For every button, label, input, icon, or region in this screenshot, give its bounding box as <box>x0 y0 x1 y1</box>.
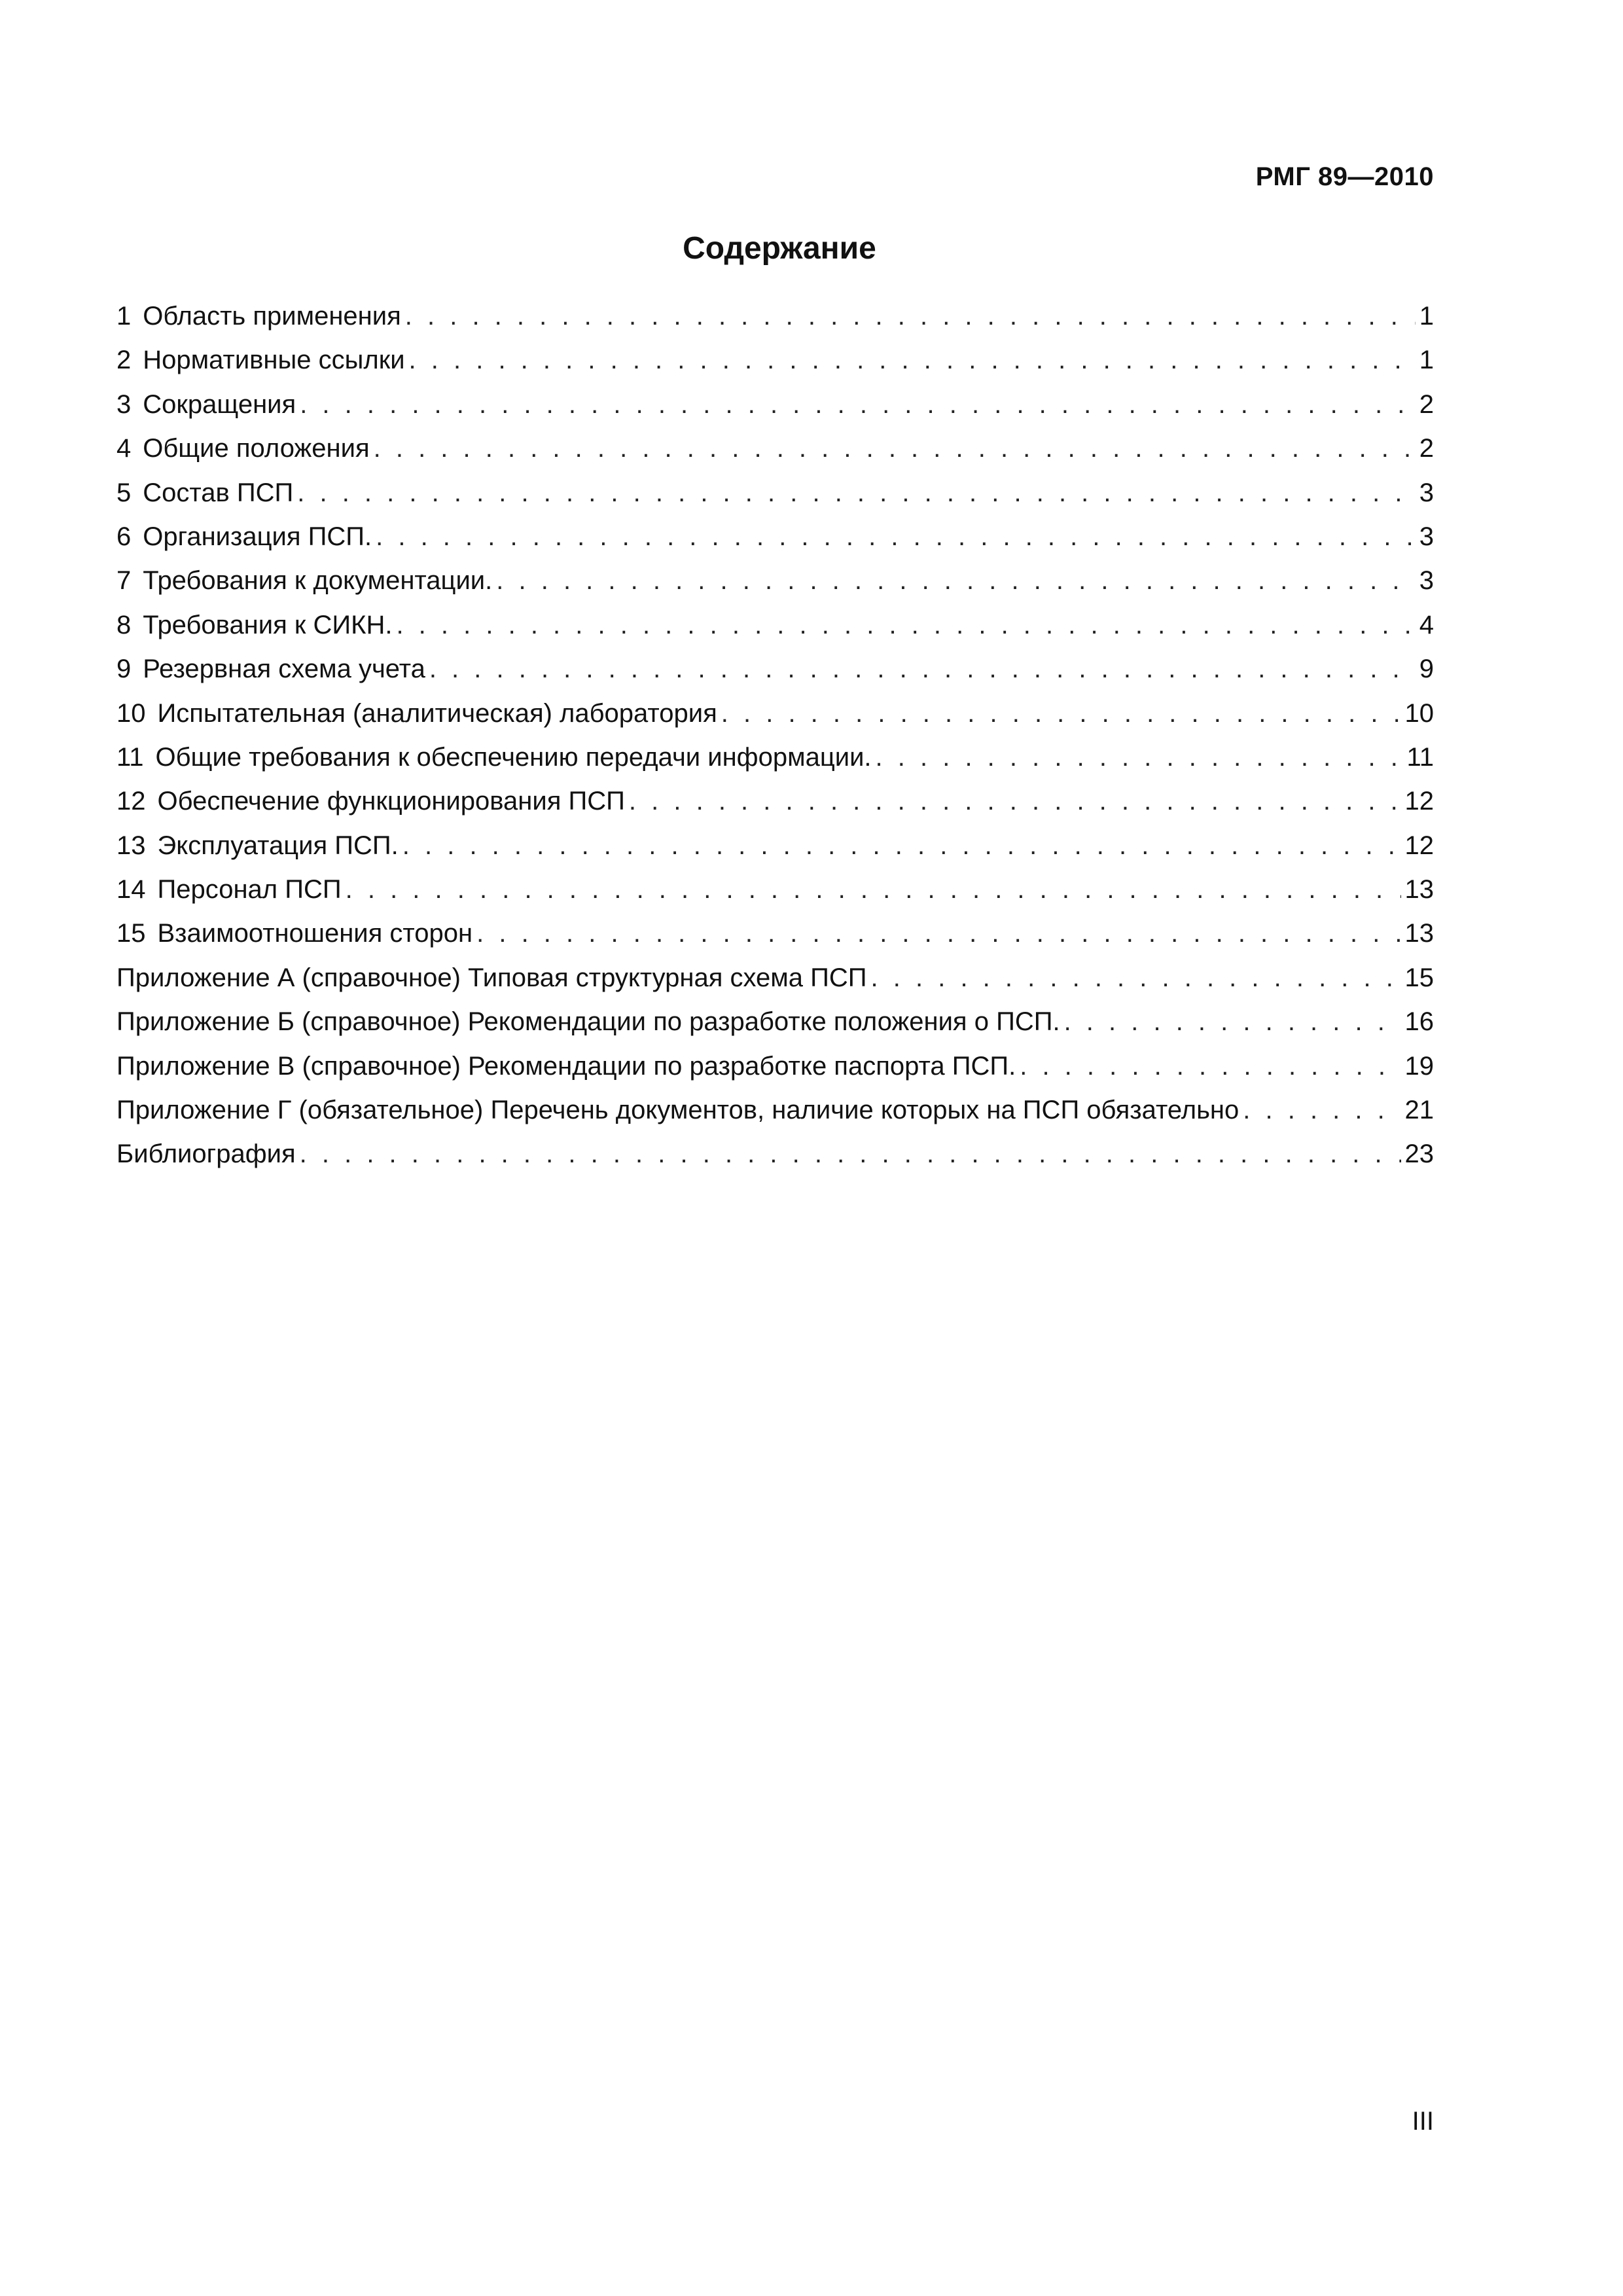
toc-entry-title: Персонал ПСП <box>157 875 342 905</box>
toc-entry-number: 15 <box>116 919 146 948</box>
toc-entry-title: Приложение Г (обязательное) Перечень документов, наличие которых на ПСП обязательно <box>116 1096 1240 1125</box>
page-number: III <box>1412 2107 1434 2136</box>
toc-entry-title: Общие требования к обеспечению передачи информации. <box>155 742 872 772</box>
toc-entry[interactable] <box>116 963 1434 1007</box>
toc-entry-title: Требования к СИКН. <box>143 610 393 639</box>
toc-entry-number: 9 <box>116 655 132 684</box>
toc-entry-page: 13 <box>1404 875 1434 905</box>
toc-entry-number: 5 <box>116 478 132 507</box>
toc-entry-page: 2 <box>1419 389 1434 419</box>
toc-entry-page: 3 <box>1419 566 1434 596</box>
toc-dot-leader <box>871 963 1401 993</box>
toc-entry-page: 23 <box>1404 1139 1434 1169</box>
toc-entry[interactable] <box>116 566 1434 610</box>
toc-entry[interactable] <box>116 831 1434 875</box>
toc-entry-number: 1 <box>116 302 132 331</box>
toc-entry-page: 12 <box>1404 787 1434 816</box>
toc-dot-leader <box>1064 1007 1401 1037</box>
toc-entry[interactable] <box>116 346 1434 389</box>
toc-dot-leader <box>876 743 1403 772</box>
toc-entry-number: 11 <box>116 742 144 772</box>
toc-entry-page: 15 <box>1404 963 1434 992</box>
toc-entry[interactable] <box>116 699 1434 743</box>
toc-entry[interactable] <box>116 390 1434 434</box>
toc-entry-page: 12 <box>1404 831 1434 860</box>
toc-entry-title: Требования к документации. <box>143 566 493 596</box>
toc-entry[interactable] <box>116 522 1434 566</box>
toc-entry-number: 14 <box>116 875 146 905</box>
toc-entry-number: 7 <box>116 566 132 596</box>
toc-entry[interactable] <box>116 302 1434 346</box>
toc-entry-number: 13 <box>116 831 146 860</box>
toc-entry-title: Резервная схема учета <box>143 655 425 684</box>
toc-entry-number: 12 <box>116 787 146 816</box>
toc-entry-page: 2 <box>1419 434 1434 463</box>
toc-dot-leader <box>396 611 1415 640</box>
toc-entry-title: Приложение В (справочное) Рекомендации по разработке паспорта ПСП. <box>116 1051 1016 1081</box>
toc-dot-leader <box>402 831 1401 861</box>
toc-entry[interactable] <box>116 1007 1434 1051</box>
toc-dot-leader <box>1243 1096 1400 1125</box>
toc-entry-title: Обеспечение функционирования ПСП <box>157 787 625 816</box>
toc-entry-title: Область применения <box>143 302 401 331</box>
toc-dot-leader <box>476 919 1400 948</box>
toc-entry-title: Приложение А (справочное) Типовая структурная схема ПСП <box>116 963 867 992</box>
toc-entry[interactable] <box>116 434 1434 478</box>
toc-entry-number: 8 <box>116 610 132 639</box>
toc-dot-leader <box>496 566 1415 596</box>
toc-dot-leader <box>405 302 1416 331</box>
toc-entry-page: 1 <box>1419 302 1434 331</box>
toc-title: Содержание <box>683 231 876 266</box>
toc-entry-number: 3 <box>116 389 132 419</box>
toc-dot-leader <box>721 699 1401 728</box>
toc-entry[interactable] <box>116 919 1434 963</box>
toc-entry-title: Состав ПСП <box>143 478 294 507</box>
document-code: РМГ 89—2010 <box>1255 162 1434 191</box>
toc-entry[interactable] <box>116 787 1434 831</box>
toc-entry-page: 10 <box>1404 698 1434 728</box>
toc-entry-page: 3 <box>1419 478 1434 507</box>
toc-entry-title: Общие положения <box>143 434 370 463</box>
toc-entry[interactable] <box>116 1139 1434 1183</box>
toc-entry-number: 2 <box>116 346 132 375</box>
toc-entry-page: 11 <box>1406 742 1434 772</box>
toc-dot-leader <box>409 346 1416 375</box>
toc-entry-page: 1 <box>1419 346 1434 375</box>
toc-entry-number: 6 <box>116 522 132 551</box>
toc-dot-leader <box>300 390 1416 420</box>
toc-entry-page: 9 <box>1419 655 1434 684</box>
toc-entry[interactable] <box>116 611 1434 655</box>
toc-dot-leader <box>300 1139 1401 1169</box>
toc-dot-leader <box>374 434 1416 463</box>
toc-entry-title: Испытательная (аналитическая) лаборатория <box>157 698 717 728</box>
toc-entry-title: Эксплуатация ПСП. <box>157 831 399 860</box>
toc-entry-title: Нормативные ссылки <box>143 346 405 375</box>
toc-entry-number: 10 <box>116 698 146 728</box>
toc-entry[interactable] <box>116 655 1434 698</box>
toc-entry[interactable] <box>116 1096 1434 1139</box>
toc-dot-leader <box>629 787 1401 816</box>
toc-entry-title: Организация ПСП. <box>143 522 372 551</box>
toc-entry[interactable] <box>116 1052 1434 1096</box>
toc-dot-leader <box>346 875 1401 905</box>
table-of-contents <box>116 302 1434 1184</box>
toc-entry-page: 4 <box>1419 610 1434 639</box>
toc-entry-title: Приложение Б (справочное) Рекомендации по разработке положения о ПСП. <box>116 1007 1060 1037</box>
toc-entry-title: Сокращения <box>143 389 296 419</box>
toc-dot-leader <box>376 522 1416 552</box>
toc-dot-leader <box>1020 1052 1400 1081</box>
toc-entry-page: 13 <box>1404 919 1434 948</box>
toc-entry-page: 16 <box>1404 1007 1434 1037</box>
toc-entry-page: 19 <box>1404 1051 1434 1081</box>
toc-entry-number: 4 <box>116 434 132 463</box>
toc-entry-page: 3 <box>1419 522 1434 551</box>
toc-entry-title: Библиография <box>116 1139 296 1169</box>
toc-entry[interactable] <box>116 875 1434 919</box>
toc-entry[interactable] <box>116 743 1434 787</box>
toc-entry-title: Взаимоотношения сторон <box>157 919 473 948</box>
toc-dot-leader <box>429 655 1416 684</box>
toc-dot-leader <box>297 478 1416 508</box>
toc-entry-page: 21 <box>1404 1096 1434 1125</box>
toc-entry[interactable] <box>116 478 1434 522</box>
